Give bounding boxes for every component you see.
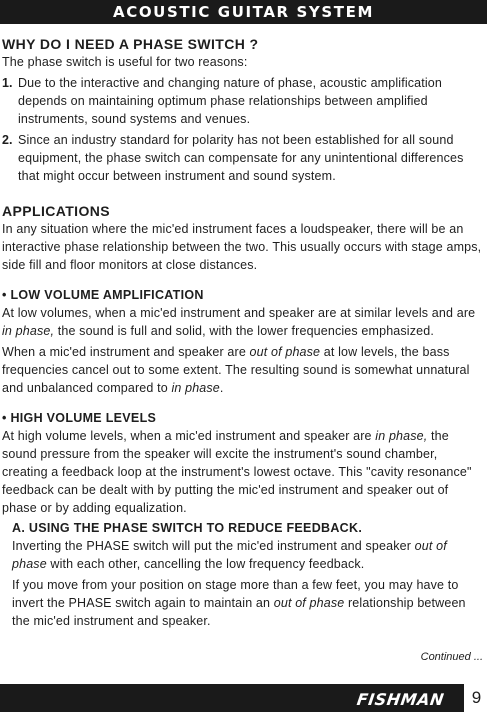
continued-note: Continued ... [420,651,483,663]
low-volume-heading: • LOW VOLUME AMPLIFICATION [2,288,204,302]
reason-text: Due to the interactive and changing nature of phase, acoustic amplification depends on maintaining optimum phase relationships between amplified instruments, sound systems and venues. [18,76,443,126]
footer-bar [0,684,464,712]
feedback-paragraph-1: Inverting the PHASE switch will put the mic'ed instrument and speaker out of phase with each other, cancelling the low frequency feedback. [12,539,447,571]
reason-number: 2. [2,133,13,147]
high-volume-paragraph: At high volume levels, when a mic'ed instrument and speaker are in phase, the sound pressure from the speaker will excite the instrument's sound chamber, creating a feedback loop at the instrument's lowest octave. This "cavity resonance" feedback can be dealt with by putting the mic'ed instrument and speaker out of phase or by adding equalization. [2,429,472,515]
feedback-paragraph-2: If you move from your position on stage more than a few feet, you may have to invert the PHASE switch again to maintain an out of phase relationship between the mic'ed instrument and speaker. [12,578,466,628]
low-volume-paragraph-2: When a mic'ed instrument and speaker are out of phase at low levels, the bass frequencies cancel out to some extent. The resulting sound is somewhat unnatural and unbalanced compared to in phase. [2,345,470,395]
fishman-logo: FISHMAN [355,690,446,709]
reason-number: 1. [2,76,13,90]
reason-text: Since an industry standard for polarity has not been established for all sound equipment, the phase switch can compensate for any unintentional differences that might occur between instrument and sound system. [18,133,464,183]
feedback-section [2,519,485,630]
why-intro: The phase switch is useful for two reasons: [2,55,248,69]
high-volume-heading: • HIGH VOLUME LEVELS [2,411,157,425]
reason-item [2,131,485,185]
reason-item [2,74,485,128]
feedback-heading: A. USING THE PHASE SWITCH TO REDUCE FEEDBACK. [12,521,363,535]
low-volume-paragraph-1: At low volumes, when a mic'ed instrument and speaker are at similar levels and are in phase, the sound is full and solid, with the lower frequencies emphasized. [2,306,476,338]
page-number: 9 [471,688,482,707]
page-content [2,35,485,630]
applications-body: In any situation where the mic'ed instrument faces a loudspeaker, there will be an interactive phase relationship between the two. This usually occurs with stage amps, side fill and floor monitors at close distances. [2,222,482,272]
header-bar [0,0,487,24]
why-heading: WHY DO I NEED A PHASE SWITCH ? [2,36,259,52]
header-title: ACOUSTIC GUITAR SYSTEM [113,3,374,21]
applications-heading: APPLICATIONS [2,203,110,219]
